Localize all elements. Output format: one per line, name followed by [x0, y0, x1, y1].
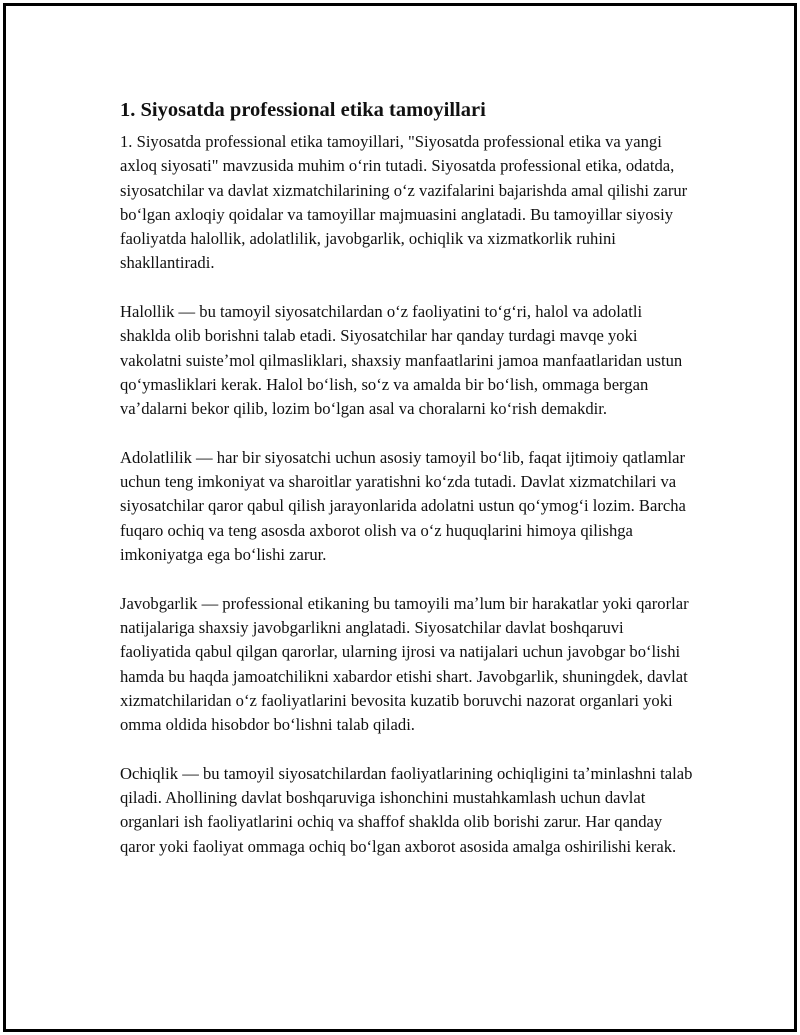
page-frame	[3, 3, 797, 1032]
paragraph-javobgarlik: Javobgarlik — professional etikaning bu tamoyili maʼlum bir harakatlar yoki qarorlar natijalariga shaxsiy javobgarlikni anglatadi. Siyosatchilar davlat boshqaruvi faoliyatida qabul qilgan qarorlar, ularning ijrosi va natijalari uchun javobgar boʻlishi hamda bu haqda jamoatchilikni xabardor etishi shart. Javobgarlik, shuningdek, davlat xizmatchilaridan oʻz faoliyatlarini bevosita kuzatib boruvchi nazorat organlari yoki omma oldida hisobdor boʻlishni talab qiladi.	[120, 593, 689, 735]
document-body	[120, 96, 695, 883]
paragraph-ochiqlik: Ochiqlik — bu tamoyil siyosatchilardan faoliyatlarining ochiqligini taʼminlashni talab qiladi. Ahollining davlat boshqaruviga ishonchini mustahkamlash uchun davlat organlari ish faoliyatlarini ochiq va shaffof shaklda olib borishi zarur. Har qanday qaror yoki faoliyat ommaga ochiq boʻlgan axborot asosida amalga oshirilishi kerak.	[120, 763, 693, 856]
paragraph-intro: 1. Siyosatda professional etika tamoyillari, "Siyosatda professional etika va yangi axloq siyosati" mavzusida muhim oʻrin tutadi. Siyosatda professional etika, odatda, siyosatchilar va davlat xizmatchilarining oʻz vazifalarini bajarishda amal qilishi zarur boʻlgan axloqiy qoidalar va tamoyillar majmuasini anglatadi. Bu tamoyillar siyosiy faoliyatda halollik, adolatlilik, javobgarlik, ochiqlik va xizmatkorlik ruhini shakllantiradi.	[120, 132, 688, 273]
paragraph-halollik: Halollik — bu tamoyil siyosatchilardan oʻz faoliyatini toʻgʻri, halol va adolatli shaklda olib borishni talab etadi. Siyosatchilar har qanday turdagi mavqe yoki vakolatni suisteʼmol qilmasliklari, shaxsiy manfaatlarini jamoa manfaatlaridan ustun qoʻymasliklari kerak. Halol boʻlish, soʻz va amalda bir boʻlish, ommaga bergan vaʼdalarni bekor qilib, lozim boʻlgan asal va choralarni koʻrish demakdir.	[120, 302, 683, 419]
paragraph-adolatlilik: Adolatlilik — har bir siyosatchi uchun asosiy tamoyil boʻlib, faqat ijtimoiy qatlamlar uchun teng imkoniyat va sharoitlar yaratishni koʻzda tutadi. Davlat xizmatchilari va siyosatchilar qaror qabul qilish jarayonlarida adolatni ustun qoʻymogʻi lozim. Barcha fuqaro ochiq va teng asosda axborot olish va oʻz huquqlarini himoya qilishga imkoniyatga ega boʻlishi zarur.	[120, 447, 686, 565]
section-heading: 1. Siyosatda professional etika tamoyillari	[120, 99, 486, 121]
